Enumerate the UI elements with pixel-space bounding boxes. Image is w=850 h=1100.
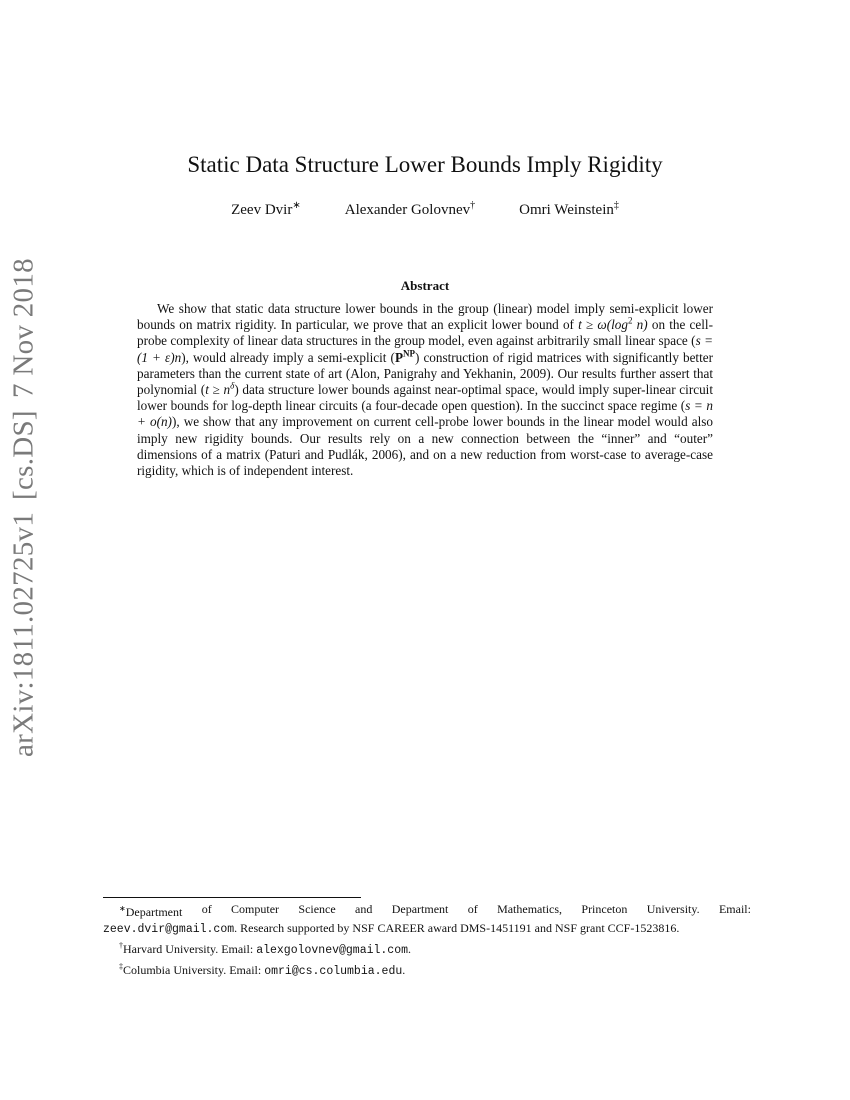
footnote-3: ‡Columbia University. Email: omri@cs.columbia.edu. — [119, 962, 406, 978]
footnote-word: Email: — [718, 902, 751, 916]
abstract-text: ) data structure lower bounds against near-optimal space, would imply super-linear circuit lower bounds for log-depth linear circuits (a four-decade open question). In the succinct space regime ( — [137, 382, 713, 414]
author-name: Zeev Dvir — [231, 202, 293, 218]
author-weinstein — [519, 200, 619, 219]
footnote-2: †Harvard University. Email: alexgolovnev@gmail.com. — [119, 941, 412, 957]
email-link-weinstein[interactable]: omri@cs.columbia.edu — [264, 965, 403, 978]
abstract-text: ), we show that any improvement on current cell-probe lower bounds in the linear model would also imply new rigidity bounds. Our results rely on a new connection between the “inner” and “outer” dimensions of a matrix (Paturi and Pudlák, 2006), and on a new reduction from worst-case to average-case rigidity, which is of independent interest. — [137, 414, 713, 479]
footnote-1-line-2 — [103, 920, 751, 938]
author-name: Alexander Golovnev — [344, 202, 471, 218]
math-inline: s = n + o(n) — [137, 398, 713, 430]
footnote-word: University. — [646, 902, 700, 916]
footnotes — [103, 901, 751, 980]
footnote-mark: ∗ — [119, 904, 126, 913]
footnote-word: of — [467, 902, 478, 916]
math-complexity-class: P — [394, 349, 403, 365]
math-superscript: δ — [230, 380, 235, 391]
footnote-word: of — [201, 902, 212, 916]
email-link-dvir[interactable]: zeev.dvir@gmail.com — [103, 923, 235, 936]
footnote-word: Department — [125, 905, 183, 919]
abstract-text: ), would already imply a semi-explicit ( — [181, 349, 395, 365]
author-list — [0, 200, 850, 219]
footnote-mark: ‡ — [119, 962, 123, 971]
author-name: Omri Weinstein — [519, 202, 614, 218]
arxiv-category: [cs.DS] — [7, 409, 40, 500]
arxiv-stamp — [2, 257, 46, 758]
math-inline: n) — [632, 317, 648, 333]
paper-title: Static Data Structure Lower Bounds Imply Rigidity — [187, 152, 663, 177]
footnote-1-line-1 — [103, 901, 751, 920]
footnote-word: Computer — [231, 902, 280, 916]
abstract-text: on the cell-probe complexity of linear data structures in the group model, even against arbitrarily small linear space ( — [137, 317, 713, 349]
math-superscript: NP — [403, 348, 415, 359]
footnote-word: Science — [298, 902, 336, 916]
author-dvir — [231, 200, 301, 219]
arxiv-id: arXiv:1811.02725v1 — [7, 511, 40, 758]
author-footnote-mark: † — [470, 200, 476, 211]
email-link-golovnev[interactable]: alexgolovnev@gmail.com — [256, 944, 409, 957]
footnote-word: and — [355, 902, 373, 916]
abstract-text: We show that static data structure lower bounds in the group (linear) model imply semi-explicit lower bounds on matrix rigidity. In particular, we prove that an explicit lower bound of — [137, 301, 713, 333]
footnote-rule — [103, 897, 361, 898]
arxiv-date: 7 Nov 2018 — [7, 257, 40, 398]
math-inline: t ≥ ω(log — [578, 317, 628, 333]
footnote-word: Mathematics, — [497, 902, 563, 916]
author-golovnev — [345, 200, 475, 219]
footnote-text: Columbia University. Email: — [123, 963, 265, 977]
footnote-text: Harvard University. Email: — [123, 942, 257, 956]
author-footnote-mark: ‡ — [613, 200, 619, 211]
footnote-mark: † — [119, 941, 123, 950]
abstract-body: We show that static data structure lower bounds in the group (linear) model imply semi-explicit lower bounds on matrix rigidity. In particular, we prove that an explicit lower bound of $t \ge \omega(\log^2$ n) on the cell-probe complexity of linear data structures in the group model, even against arbitrarily small linear space (s = (1 + ε)n), would already imply a semi-explicit $(P^{NP})$ construction of rigid matrices with significantly better parameters than the current state of art (Alon, Panigrahy and Yekhanin, 2009). Our results further assert that polynomial $(t \ge n^\delta)$ data structure lower bounds against near-optimal space, would imply super-linear circuit lower bounds for log-depth linear circuits (a four-decade open question). In the succinct space regime (s = n + o(n)), we show that any improvement on current cell-probe lower bounds in the linear model would also imply new rigidity bounds. Our results rely on a new connection between the “inner” and “outer” dimensions of a matrix (Paturi and Pudlák, 2006), and on a new reduction from worst-case to average-case rigidity, which is of independent interest. — [137, 301, 714, 479]
author-footnote-mark: ∗ — [292, 200, 301, 211]
math-inline: s = (1 + ε)n — [137, 333, 714, 365]
footnote-word — [119, 901, 182, 920]
footnote-word: Department — [391, 902, 449, 916]
abstract-heading: Abstract — [400, 278, 450, 293]
math-inline: t ≥ n — [205, 382, 231, 398]
footnote-text: . Research supported by NSF CAREER award DMS-1451191 and NSF grant CCF-1523816. — [234, 921, 680, 935]
abstract-text: ) construction of rigid matrices with significantly better parameters than the current state of art (Alon, Panigrahy and Yekhanin, 2009). Our results further assert that polynomial ( — [137, 349, 713, 398]
footnote-word: Princeton — [581, 902, 628, 916]
